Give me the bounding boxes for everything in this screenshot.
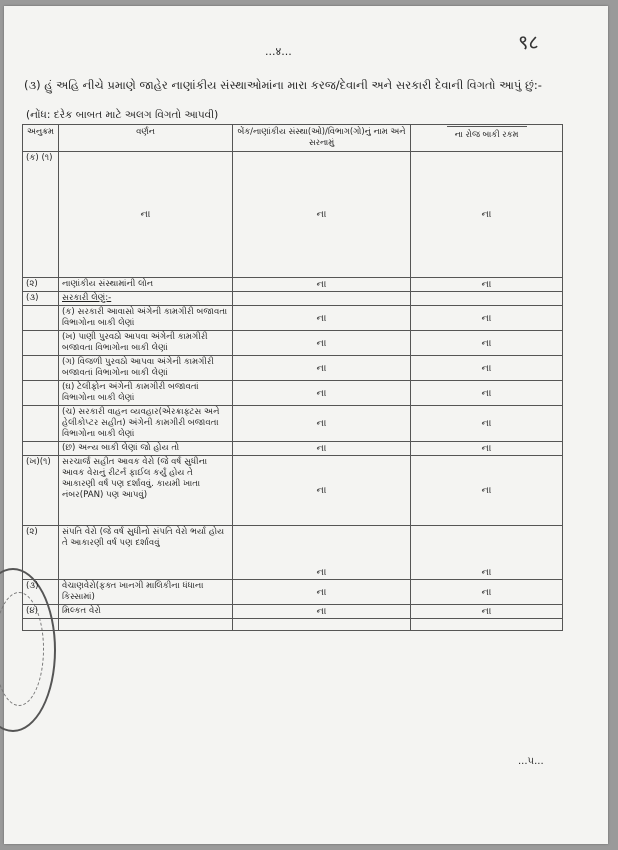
row-bank: ના xyxy=(233,331,411,356)
row-bank: ના xyxy=(233,278,411,292)
table-row xyxy=(23,442,563,456)
row-bank: ના xyxy=(233,456,411,526)
row-description: (ગ) વિજળી પુરવઠો આપવા અંગેની કામગીરી બજાવતાં વિભાગોના બાકી લેણાં xyxy=(59,356,233,381)
col-header-serial: અનુક્રમ xyxy=(23,125,59,152)
corner-page-mark: ९८ xyxy=(518,30,539,54)
row-description: (ખ) પાણી પુરવઠો આપવા અંગેની કામગીરી બજાવતા વિભાગોના બાકી લેણાં xyxy=(59,331,233,356)
row-description: મિલ્કત વેરો xyxy=(59,605,233,619)
row-description: (છ) અન્ય બાકી લેણાં જો હોય તો xyxy=(59,442,233,456)
table-row xyxy=(23,526,563,580)
row-amount: ના xyxy=(411,605,563,619)
table-row xyxy=(23,152,563,278)
row-description: નાણાંકીય સંસ્થામાંની લોન xyxy=(59,278,233,292)
continuation-marker: ...૫... xyxy=(518,756,544,767)
table-row xyxy=(23,605,563,619)
row-serial: (ખ)(૧) xyxy=(23,456,59,526)
section-note: (નોંધ: દરેક બાબત માટે અલગ વિગતો આપવી) xyxy=(26,109,219,121)
row-description: (ક) સરકારી આવાસો અંગેની કામગીરી બજાવતા વિભાગોના બાકી લેણાં xyxy=(59,306,233,331)
row-serial: (૪) xyxy=(23,605,59,619)
row-amount xyxy=(411,619,563,631)
row-amount: ના xyxy=(411,278,563,292)
row-serial: (૩) xyxy=(23,580,59,605)
row-description xyxy=(59,619,233,631)
row-serial xyxy=(23,442,59,456)
table-row xyxy=(23,456,563,526)
row-amount: ના xyxy=(411,306,563,331)
row-serial xyxy=(23,356,59,381)
row-bank: ના xyxy=(233,356,411,381)
row-bank: ના xyxy=(233,605,411,619)
date-blank-line xyxy=(447,126,527,127)
table-row xyxy=(23,356,563,381)
row-serial xyxy=(23,619,59,631)
row-serial: (૨) xyxy=(23,278,59,292)
row-description: સંપતિ વેરો (જે વર્ષ સુધીનો સંપતિ વેરો ભર્યા હોય તે આકારણી વર્ષ પણ દર્શાવવું xyxy=(59,526,233,580)
table-row xyxy=(23,292,563,306)
row-bank: ના xyxy=(233,526,411,580)
table-row xyxy=(23,619,563,631)
row-serial xyxy=(23,381,59,406)
row-serial xyxy=(23,306,59,331)
table-row xyxy=(23,381,563,406)
table-row xyxy=(23,580,563,605)
row-amount: ના xyxy=(411,152,563,278)
row-description: વેચાણવેરો(ફક્ત ખાનગી માલિકીના ધંધાના કિસ્સામાં) xyxy=(59,580,233,605)
row-amount: ના xyxy=(411,526,563,580)
table-header-row xyxy=(23,125,563,152)
col-header-description: વર્ણન xyxy=(59,125,233,152)
row-amount: ના xyxy=(411,331,563,356)
row-description: સરકારી લેણું:- xyxy=(59,292,233,306)
row-bank xyxy=(233,619,411,631)
row-amount: ના xyxy=(411,442,563,456)
table-row xyxy=(23,306,563,331)
row-serial xyxy=(23,331,59,356)
page-number: ...४... xyxy=(265,45,292,58)
row-amount: ના xyxy=(411,381,563,406)
col-header-bank: બેંક/નાણાંકીય સંસ્થા(ઓ)/વિભાગ(ગો)નું નામ અને સરનામું xyxy=(233,125,411,152)
row-description: સરચાર્જ સહીત આવક વેરો (જે વર્ષ સુધીના આવક વેરાનું રીટર્ન ફાઈલ કર્યું હોય તે આકારણી વર્ષ પણ દર્શાવવું. કાયમી ખાતા નંબર(PAN) પણ આપવું) xyxy=(59,456,233,526)
row-bank: ના xyxy=(233,442,411,456)
row-serial: (ક) (૧) xyxy=(23,152,59,278)
row-amount: ના xyxy=(411,406,563,442)
row-bank xyxy=(233,292,411,306)
table-row xyxy=(23,406,563,442)
row-bank: ના xyxy=(233,152,411,278)
table-row xyxy=(23,278,563,292)
row-amount xyxy=(411,292,563,306)
row-serial: (૨) xyxy=(23,526,59,580)
row-serial: (૩) xyxy=(23,292,59,306)
row-amount: ના xyxy=(411,580,563,605)
row-bank: ના xyxy=(233,306,411,331)
row-bank: ના xyxy=(233,406,411,442)
section-heading: (૩) હું અહિ નીચે પ્રમાણે જાહેર નાણાંકીય સંસ્થાઓમાંના મારા કરજ/દેવાની અને સરકારી દેવાની વિગતો આપું છું:- xyxy=(24,78,542,92)
row-amount: ના xyxy=(411,356,563,381)
table-row xyxy=(23,331,563,356)
row-bank: ના xyxy=(233,580,411,605)
row-amount: ના xyxy=(411,456,563,526)
col-header-amount: ના રોજ બાકી રકમ xyxy=(411,125,563,152)
row-bank: ના xyxy=(233,381,411,406)
row-description: (ચ) સરકારી વાહન વ્યવહાર(એરક્રાફ્ટસ અને હેલીકોપ્ટર સહીત) અંગેની કામગીરી બજાવતા વિભાગોના બાકી લેણાં xyxy=(59,406,233,442)
row-description: ના xyxy=(59,152,233,278)
liabilities-table xyxy=(22,124,563,631)
row-serial xyxy=(23,406,59,442)
row-description: (ઘ) ટેલીફોન અંગેની કામગીરી બજાવતાં વિભાગોના બાકી લેણાં xyxy=(59,381,233,406)
